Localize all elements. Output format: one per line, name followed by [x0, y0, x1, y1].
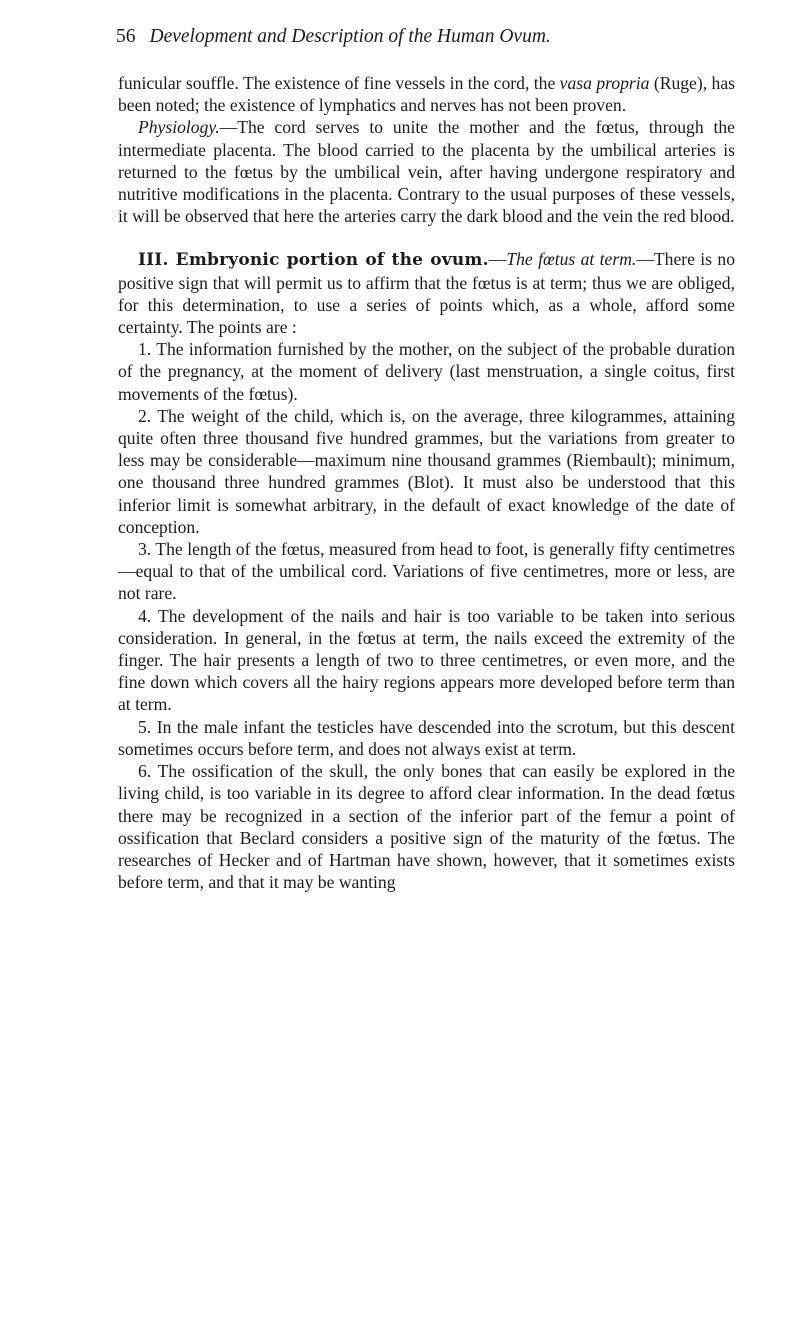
italic-term: vasa propria: [559, 73, 650, 93]
paragraph-physiology: [118, 116, 735, 227]
running-head: [116, 26, 716, 48]
paragraph-continuation: [118, 72, 735, 116]
text-span: funicular souffle. The existence of fine vessels in the cord, the: [118, 73, 560, 93]
list-item-2: 2. The weight of the child, which is, on the average, three kilogrammes, attaining quite often three thousand five hundred grammes, but the variations from greater to less may be considerable—maximum nine thousand grammes (Riembault); minimum, one thousand three hundred grammes (Blot). It must also be understood that this inferior limit is somewhat arbitrary, in the default of exact knowledge of the date of conception.: [118, 405, 735, 537]
section-paragraph: [118, 248, 735, 338]
list-item-1: 1. The information furnished by the mother, on the subject of the probable duration of the pregnancy, at the moment of delivery (last menstruation, a single coitus, first movements of the fœtus).: [118, 339, 735, 404]
section-heading: III. Embryonic portion of the ovum.: [138, 250, 489, 271]
text-span: —: [488, 249, 507, 270]
list-item-3: 3. The length of the fœtus, measured from head to foot, is generally fifty centimetres—equal to that of the umbilical cord. Variations of five centimetres, more or less, are not rare.: [118, 539, 735, 604]
text-span: (Ruge), has been noted; the existence of lymphatics and nerves has not been proven.: [118, 73, 735, 116]
text-span: —The cord serves to unite the mother and the fœtus, through the intermediate placenta. The blood carried to the placenta by the umbilical arteries is returned to the fœtus by the umbilical vein, after having undergone respiratory and nutritive modifications in the placenta. Contrary to the usual purposes of these vessels, it will be observed that here the arteries carry the dark blood and the vein the red blood.: [118, 117, 735, 227]
section-subheading: The fœtus at term.: [506, 249, 637, 270]
list-item-4: 4. The development of the nails and hair is too variable to be taken into serious consideration. In general, in the fœtus at term, the nails exceed the extremity of the finger. The hair presents a length of two to three centimetres, or even more, and the fine down which covers all the hairy regions appears more developed before term than at term.: [118, 605, 735, 715]
list-item-6: 6. The ossification of the skull, the only bones that can easily be explored in the living child, is too variable in its degree to afford clear information. In the dead fœtus there may be recognized in a section of the inferior part of the femur a point of ossification that Beclard considers a positive sign of the maturity of the fœtus. The researches of Hecker and of Hartman have shown, however, that it sometimes exists before term, and that it may be wanting: [118, 761, 735, 893]
page-number: 56: [116, 26, 136, 47]
body-text: [118, 72, 735, 893]
text-span: —There is no positive sign that will permit us to affirm that the fœtus is at term; thus we are obliged, for this determination, to use a series of points which, as a whole, afford some certainty. The points are :: [118, 249, 735, 338]
paragraph-label: Physiology.: [138, 117, 220, 138]
list-item-5: 5. In the male infant the testicles have descended into the scrotum, but this descent sometimes occurs before term, and does not always exist at term.: [118, 716, 735, 759]
running-title: Development and Description of the Human Ovum.: [149, 26, 551, 47]
